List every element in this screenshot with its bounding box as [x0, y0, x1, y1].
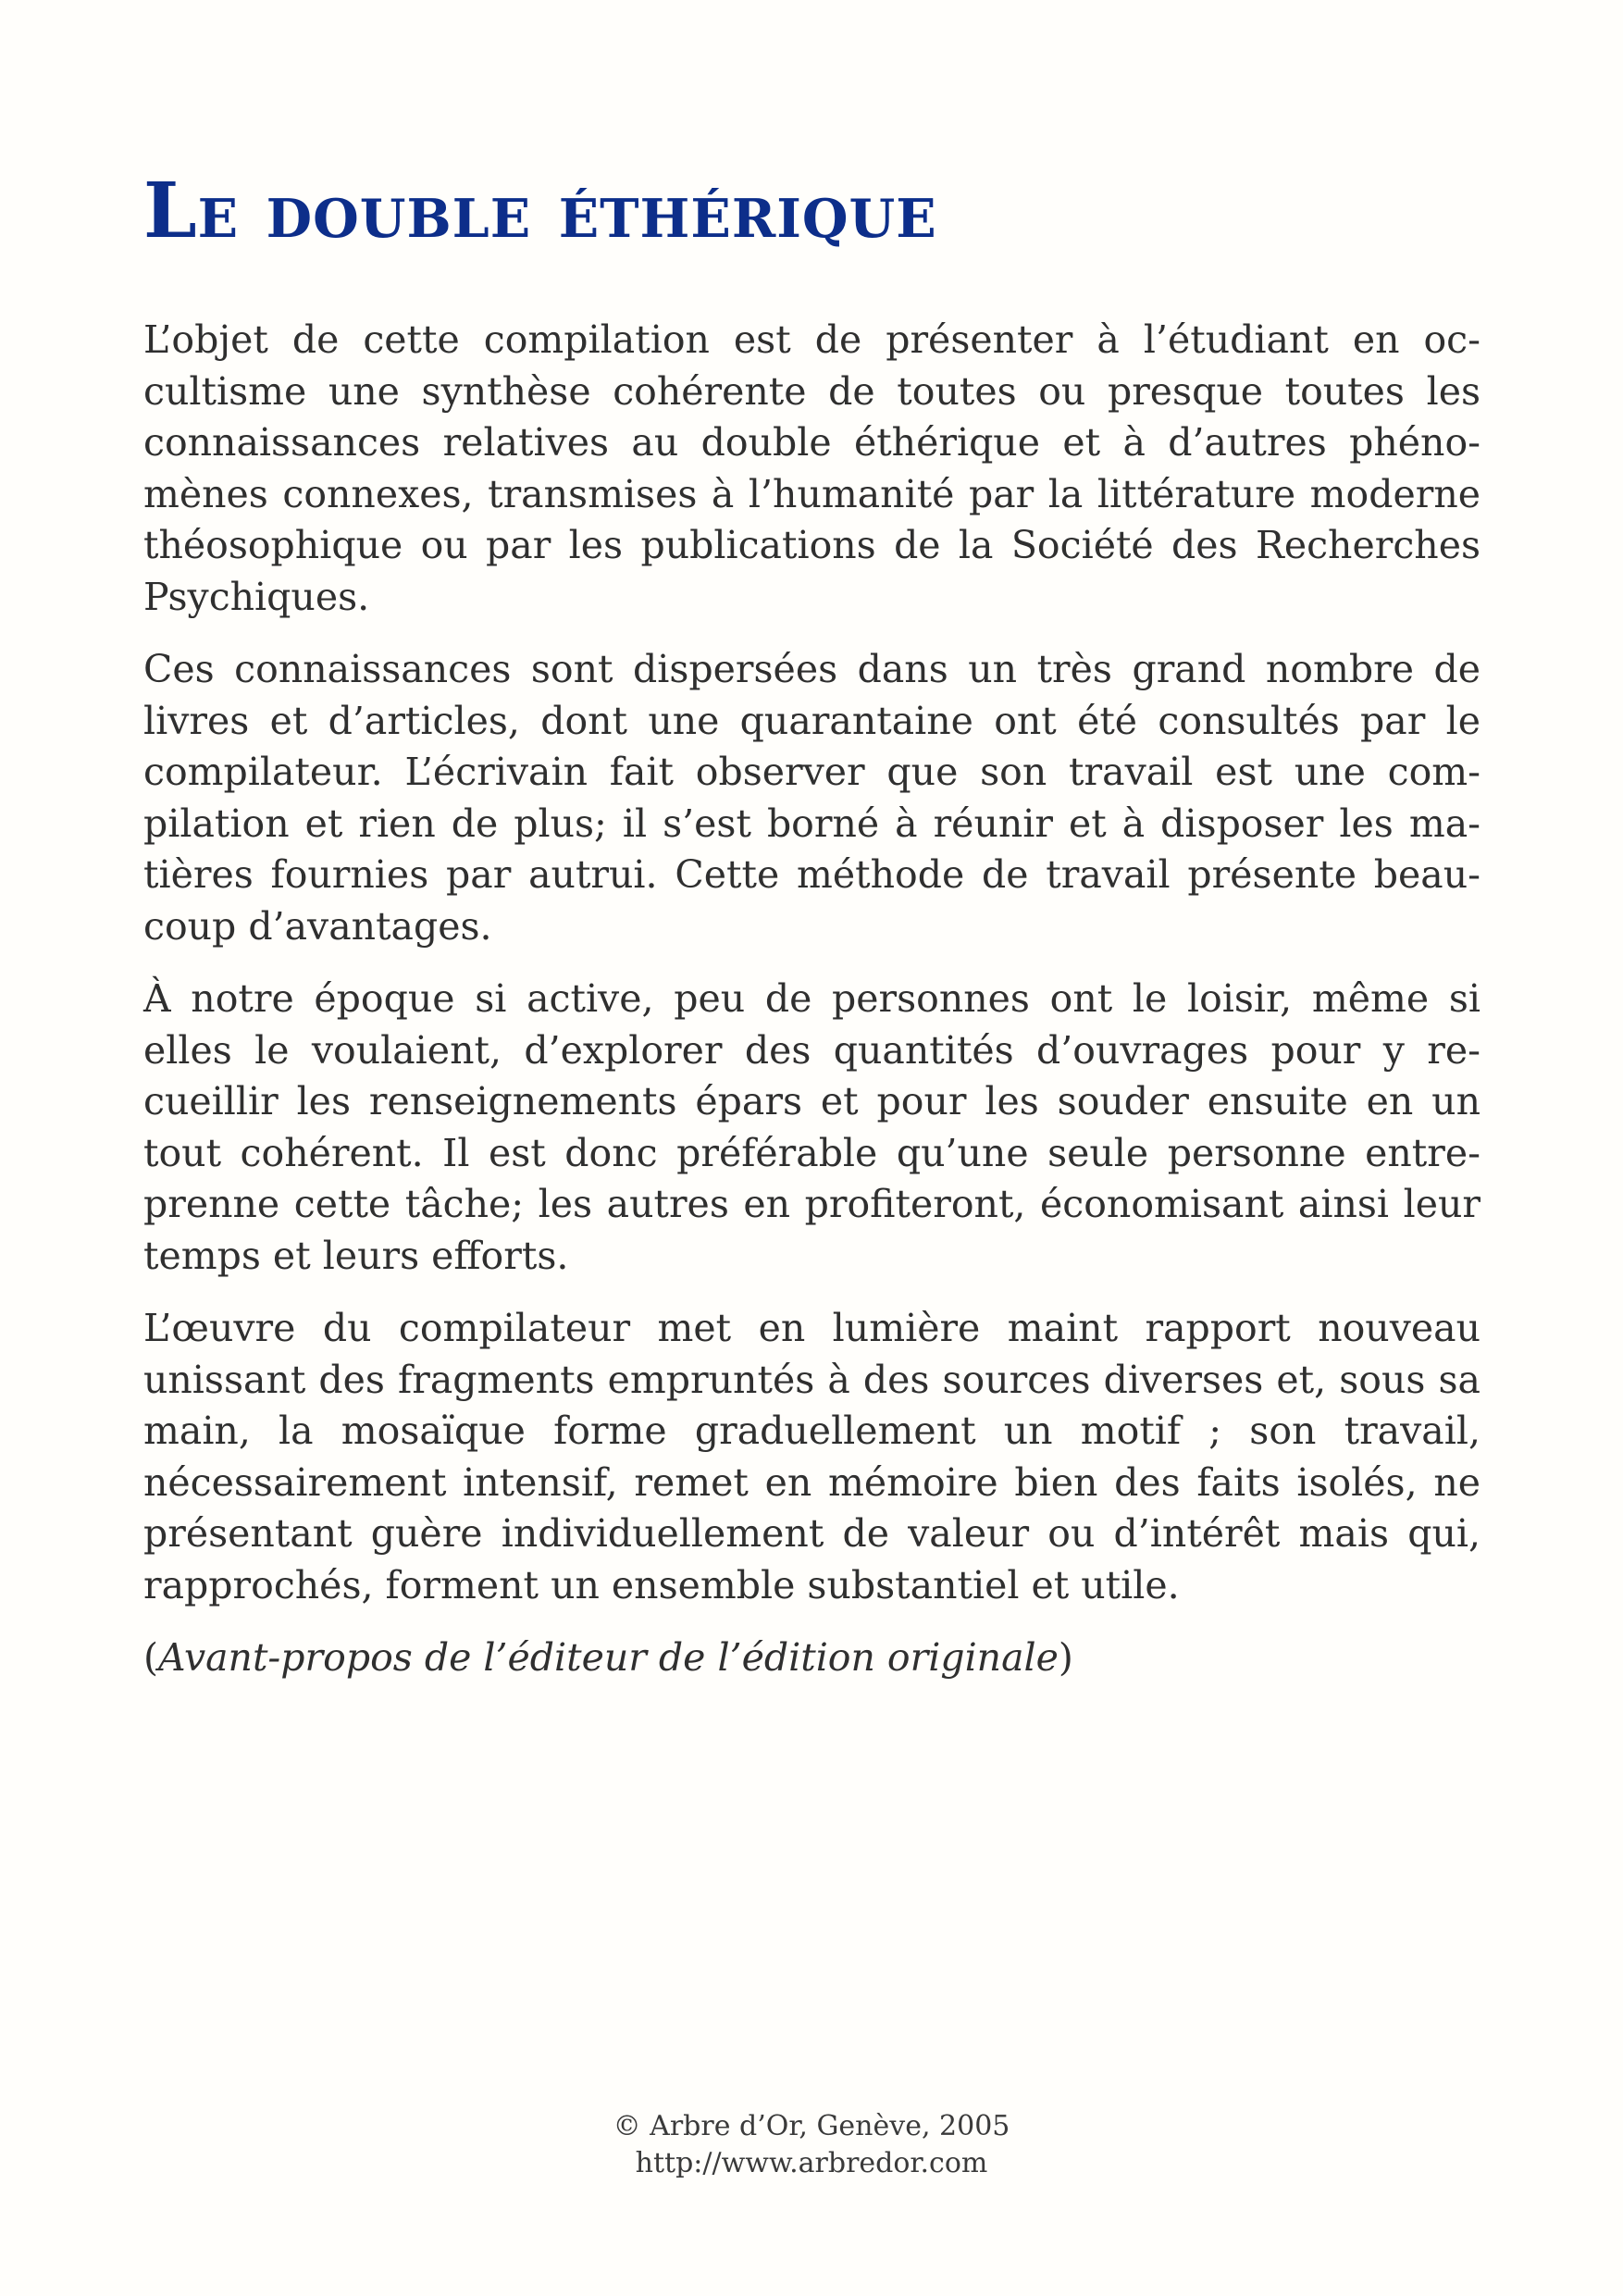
- paragraph-2: Ces connaissances sont dispersées dans un très grand nombre de livres et d’articles, dont une quarantaine ont été consultés par le compilateur. L’écrivain fait observer que son travail est une compilation et rien de plus; il s’est borné à réunir et à disposer les matières fournies par autrui. Cette méthode de travail présente beaucoup d’avantages.: [143, 647, 1481, 949]
- copyright-notice: © Arbre d’Or, Genève, 2005: [613, 2110, 1010, 2142]
- footer: [0, 2108, 1623, 2182]
- attribution-close-paren: ): [1058, 1635, 1073, 1680]
- page-title: Le double éthérique: [143, 167, 937, 255]
- attribution-open-paren: (: [143, 1635, 158, 1680]
- body-text: [143, 315, 1481, 1684]
- attribution-text: Avant-propos de l’éditeur de l’édition originale: [158, 1635, 1059, 1680]
- website-url: http://www.arbredor.com: [635, 2147, 988, 2179]
- attribution: [143, 1632, 1481, 1684]
- paragraph-1: L’objet de cette compilation est de présenter à l’étudiant en occultisme une synthèse cohérente de toutes ou presque toutes les connaissances relatives au double éthérique et à d’autres phénomènes connexes, transmises à l’humanité par la littérature moderne théosophique ou par les publications de la Société des Recherches Psychiques.: [143, 317, 1481, 619]
- paragraph-4: L’œuvre du compilateur met en lumière maint rapport nouveau unissant des fragments empruntés à des sources diverses et, sous sa main, la mosaïque forme graduellement un motif ; son travail, nécessairement intensif, remet en mémoire bien des faits isolés, ne présentant guère individuellement de valeur ou d’intérêt mais qui, rapprochés, forment un ensemble substantiel et utile.: [143, 1306, 1481, 1607]
- paragraph-3: À notre époque si active, peu de personnes ont le loisir, même si elles le voulaient, d’explorer des quantités d’ouvrages pour y recueillir les renseignements épars et pour les souder ensuite en un tout cohérent. Il est donc préférable qu’une seule personne entreprenne cette tâche; les autres en profiteront, économisant ainsi leur temps et leurs efforts.: [143, 976, 1481, 1278]
